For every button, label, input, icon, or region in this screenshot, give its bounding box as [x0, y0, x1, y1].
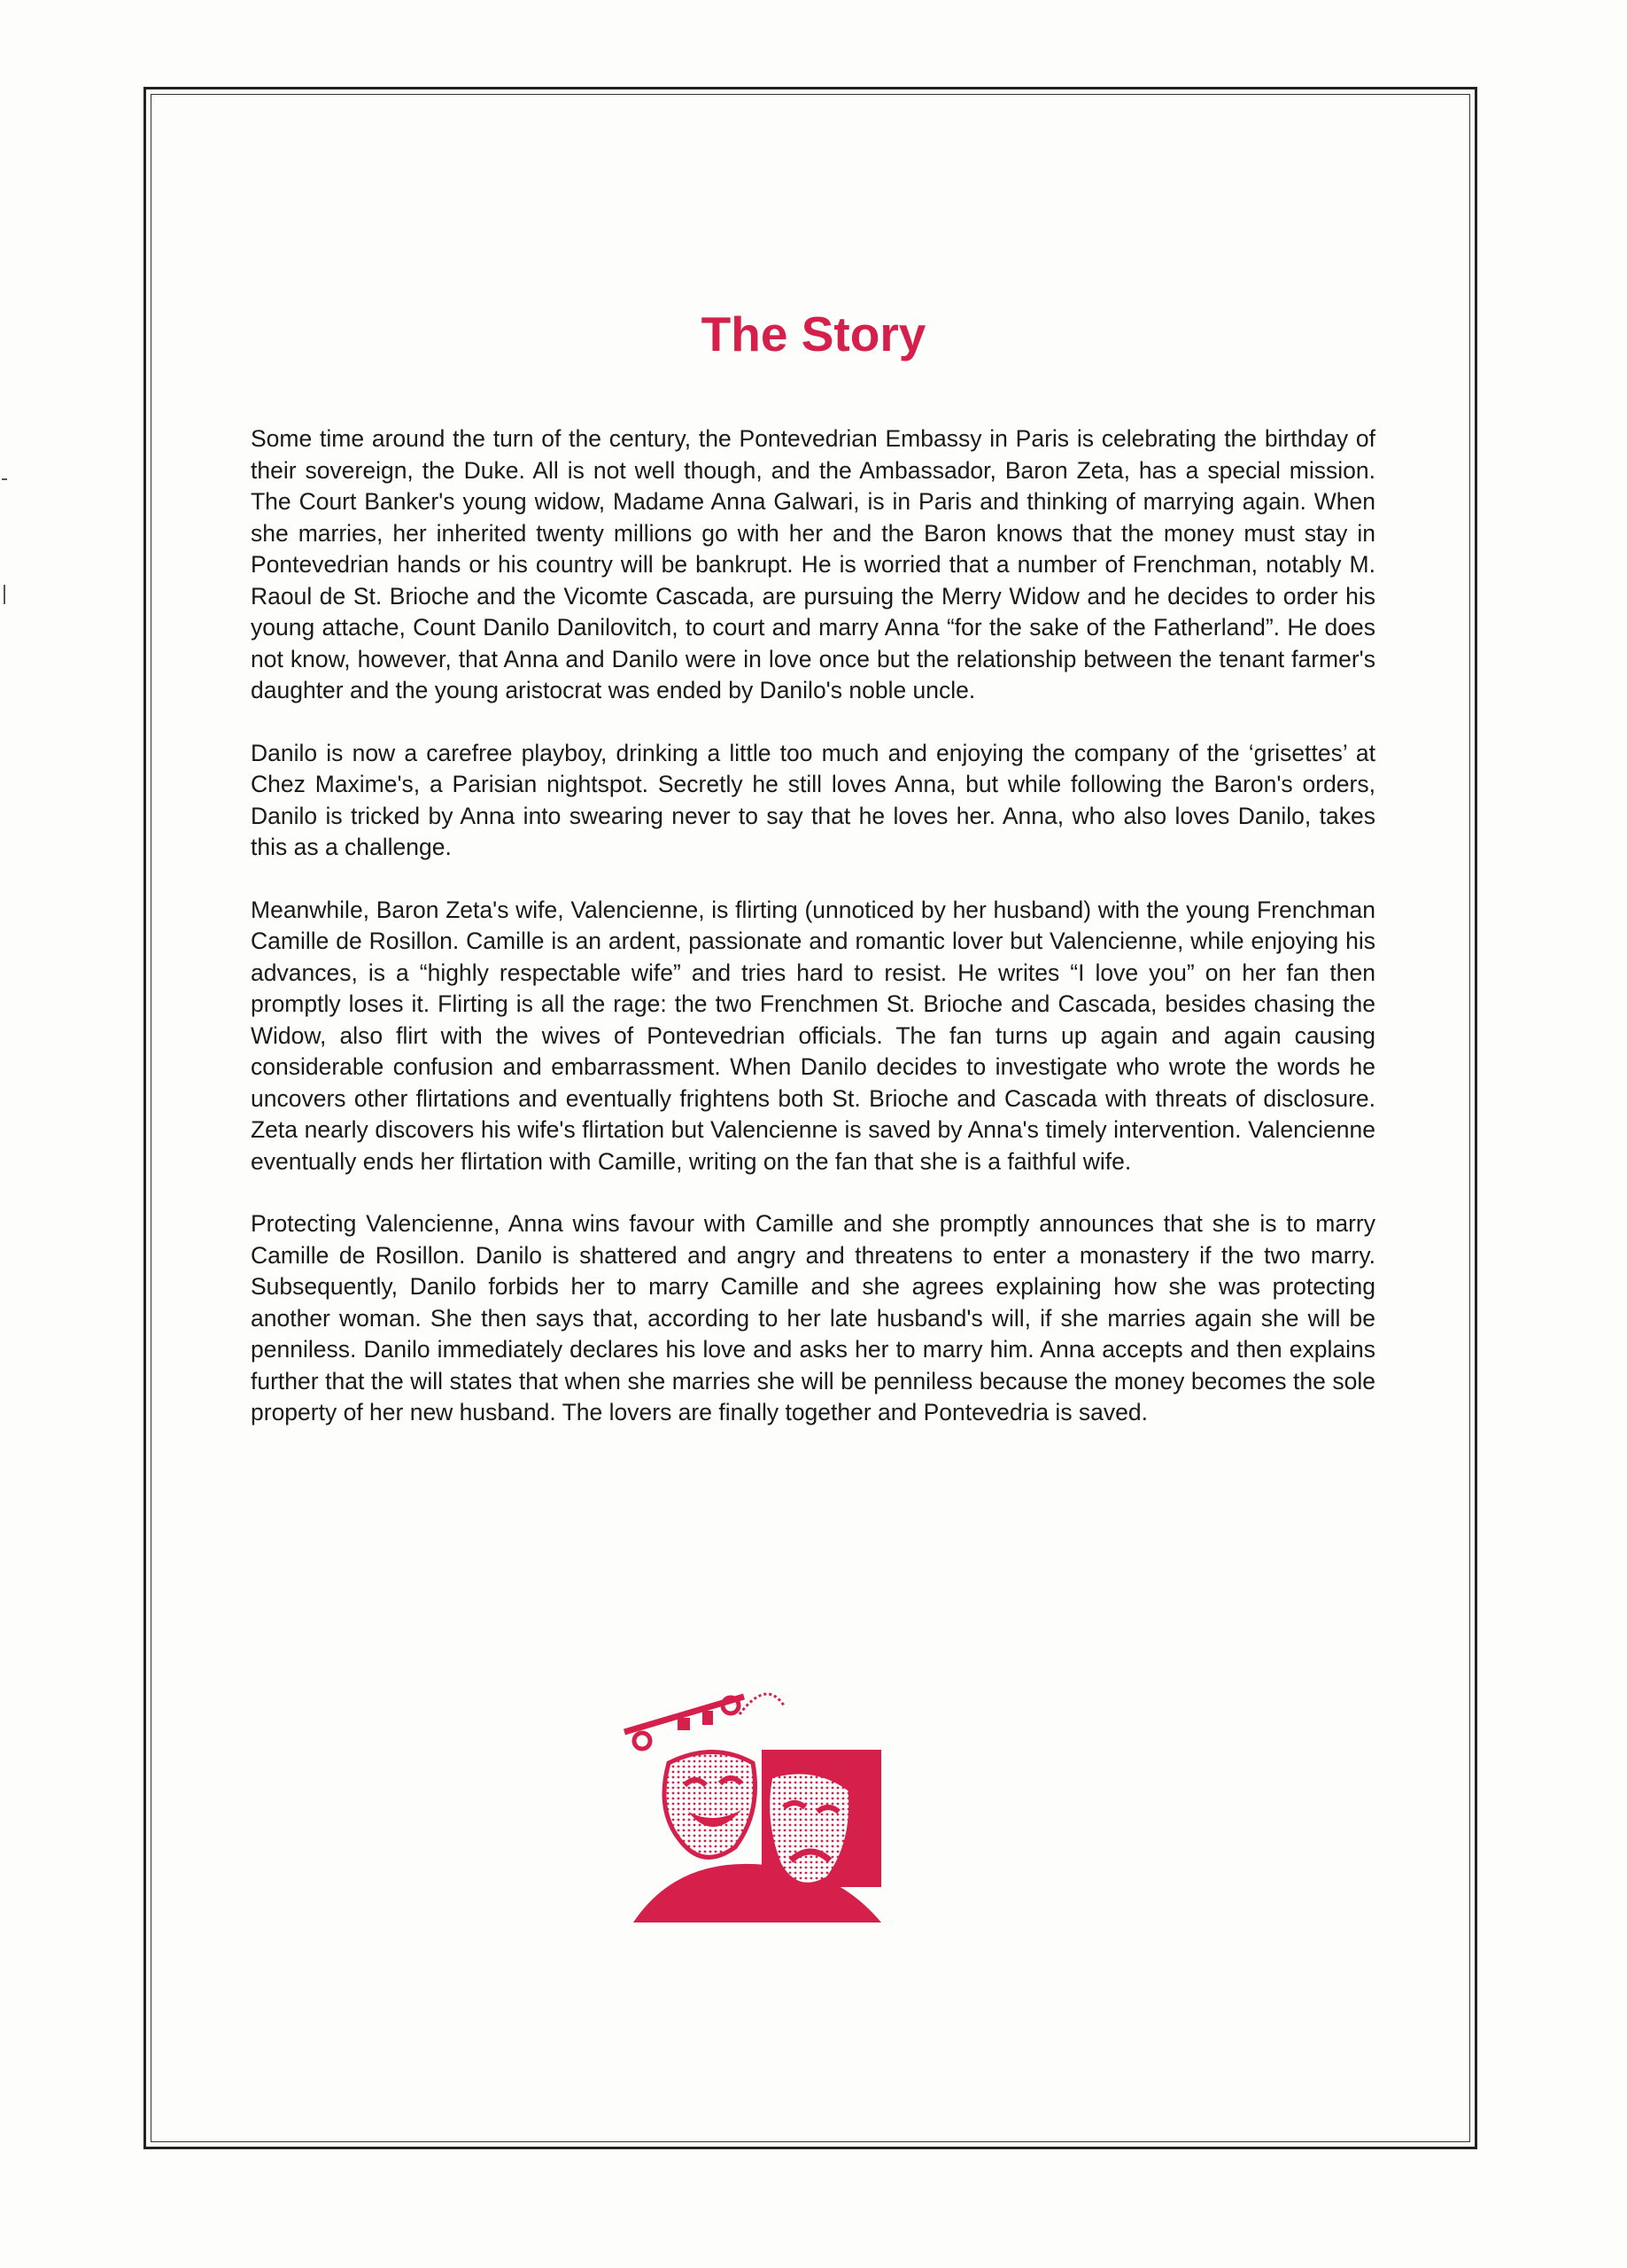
scan-mark [4, 585, 5, 604]
story-paragraph: Protecting Valencienne, Anna wins favour with Camille and she promptly announces that she is to marry Camille de Rosillon. Danilo is shattered and angry and threatens to enter a monastery if the two marry. Subsequently, Danilo forbids her to marry Camille and she agrees explaining how she was protecting another woman. She then says that, according to her late husband's will, if she marries again she will be penniless. Danilo immediately declares his love and asks her to marry him. Anna accepts and then explains further that the will states that when she marries she will be penniless because the money becomes the sole property of her new husband. The lovers are finally together and Pontevedria is saved. [251, 1210, 1375, 1425]
scan-mark [2, 478, 7, 480]
story-body [251, 423, 1375, 1460]
story-paragraph: Meanwhile, Baron Zeta's wife, Valencienne, is flirting (unnoticed by her husband) with the young Frenchman Camille de Rosillon. Camille is an ardent, passionate and romantic lover but Valencienne, while enjoying his advances, is a “highly respectable wife” and tries hard to resist. He writes “I love you” on her fan then promptly loses it. Flirting is all the rage: the two Frenchmen St. Brioche and Cascada, besides chasing the Widow, also flirt with the wives of Pontevedrian officials. The fan turns up again and again causing considerable confusion and embarrassment. When Danilo decides to investigate who wrote the words he uncovers other flirtations and eventually frightens both St. Brioche and Cascada with threats of disclosure. Zeta nearly discovers his wife's flirtation but Valencienne is saved by Anna's timely intervention. Valencienne eventually ends her flirtation with Camille, writing on the fan that she is a faithful wife. [251, 896, 1375, 1175]
theatre-masks-icon [607, 1679, 899, 1922]
page-title: The Story [701, 307, 926, 361]
story-paragraph: Some time around the turn of the century, the Pontevedrian Embassy in Paris is celebrating the birthday of their sovereign, the Duke. All is not well though, and the Ambassador, Baron Zeta, has a special mission. The Court Banker's young widow, Madame Anna Galwari, is in Paris and thinking of marrying again. When she marries, her inherited twenty millions go with her and the Baron knows that the money must stay in Pontevedrian hands or his country will be bankrupt. He is worried that a number of Frenchman, notably M. Raoul de St. Brioche and the Vicomte Cascada, are pursuing the Merry Widow and he decides to order his young attache, Count Danilo Danilovitch, to court and marry Anna “for the sake of the Fatherland”. He does not know, however, that Anna and Danilo were in love once but the relationship between the tenant farmer's daughter and the young aristocrat was ended by Danilo's noble uncle. [251, 425, 1375, 703]
story-paragraph: Danilo is now a carefree playboy, drinking a little too much and enjoying the company of the ‘grisettes’ at Chez Maxime's, a Parisian nightspot. Secretly he still loves Anna, but while following the Baron's orders, Danilo is tricked by Anna into swearing never to say that he loves her. Anna, who also loves Danilo, takes this as a challenge. [251, 739, 1375, 860]
